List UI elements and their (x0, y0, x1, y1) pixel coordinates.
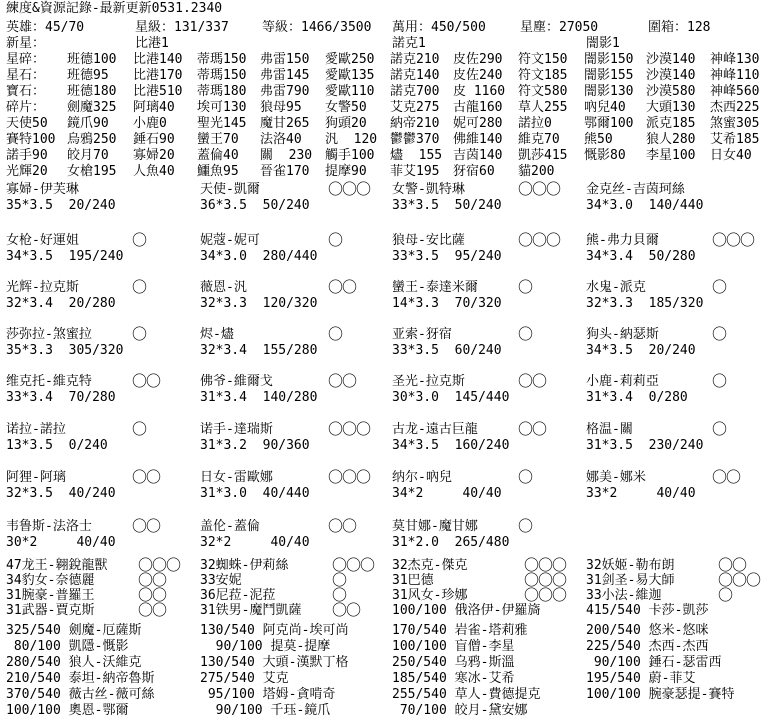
level-item: 31铁男-魔鬥凱薩 (200, 603, 302, 618)
level-marks: 〇〇 (332, 601, 361, 619)
fragment-item: 凱莎415 (518, 148, 568, 163)
hero-marks: 〇〇 (328, 278, 357, 296)
progress-item: 250/540 乌鸦-斯溫 (392, 655, 515, 670)
level-item: 32妖姬-勒布朗 (586, 558, 675, 573)
level-marks: 〇〇 (138, 601, 167, 619)
level-marks: 〇〇 (718, 556, 747, 574)
level-marks: 〇〇〇 (524, 556, 567, 574)
stone-item: 符文580 (518, 84, 568, 99)
hero-name: 女警-凱特琳 (392, 182, 465, 197)
stone-item: 弗雷790 (260, 84, 310, 99)
stone-item: 蒂瑪150 (197, 68, 247, 83)
new-star-item: 闇影1 (586, 36, 620, 51)
progress-item: 100/100 奧恩-鄂爾 (6, 703, 129, 718)
stone-item: 諾克210 (390, 52, 440, 67)
fragment-item: 煞蜜305 (710, 116, 760, 131)
hero-marks: 〇〇 (132, 468, 161, 486)
stone-item: 符文185 (518, 68, 568, 83)
hero-name: 小鹿-莉莉亞 (586, 374, 659, 389)
fragment-item: 佛維140 (453, 132, 503, 147)
progress-item: 170/540 岩雀-塔莉雅 (392, 623, 528, 638)
hero-stats: 31*3.0 40/440 (200, 486, 310, 501)
level-item: 32杰克-傑克 (392, 558, 468, 573)
hero-marks: 〇〇 (518, 372, 547, 390)
stone-item: 皮佐290 (453, 52, 503, 67)
fragment-item: 提摩90 (325, 164, 367, 179)
hero-marks: 〇 (518, 325, 533, 343)
level-marks: 〇〇〇 (524, 586, 567, 604)
level-item: 36尼菈-泥菈 (200, 588, 276, 603)
fragment-item: 吶兒40 (584, 100, 626, 115)
level-item: 33小法-維迦 (586, 588, 662, 603)
sheet-title: 練度&資源記錄-最新更新0531.2340 (6, 1, 223, 16)
fragment-item: 魔甘265 (260, 116, 310, 131)
hero-stats: 34*3.5 160/240 (392, 438, 510, 453)
fragment-item: 皎月70 (67, 148, 109, 163)
stone-item: 弗雷150 (260, 52, 310, 67)
fragment-item: 艾克275 (390, 100, 440, 115)
stat-stars: 星級：131/337 (135, 20, 229, 35)
fragment-item: 李星100 (646, 148, 696, 163)
stone-item: 比港140 (133, 52, 183, 67)
hero-marks: 〇 (132, 420, 147, 438)
level-item: 32蜘蛛-伊莉絲 (200, 558, 289, 573)
stone-item: 愛歐110 (325, 84, 375, 99)
fragment-item: 日女40 (710, 148, 752, 163)
hero-stats: 33*3.4 70/280 (6, 390, 116, 405)
hero-stats: 36*3.5 50/240 (200, 198, 310, 213)
stone-item: 比港170 (133, 68, 183, 83)
progress-item: 325/540 劍魔-厄薩斯 (6, 623, 142, 638)
stone-item: 皮佐240 (453, 68, 503, 83)
hero-marks: 〇〇〇 (328, 180, 371, 198)
progress-item: 275/540 艾克 (200, 671, 289, 686)
hero-name: 金克丝-吉茵珂絲 (586, 182, 685, 197)
level-marks: 〇〇〇 (138, 556, 181, 574)
hero-name: 诺拉-諾拉 (6, 422, 66, 437)
hero-stats: 31*3.2 90/360 (200, 438, 310, 453)
fragment-item: 汎 120 (325, 132, 378, 147)
stone-item: 神峰130 (710, 52, 760, 67)
hero-name: 阿狸-阿璃 (6, 470, 66, 485)
stat-box: 圍箱：128 (648, 20, 711, 35)
fragment-item: 蓋倫40 (197, 148, 239, 163)
hero-marks: 〇 (712, 278, 727, 296)
hero-marks: 〇〇 (518, 420, 547, 438)
fragment-item: 光輝20 (6, 164, 48, 179)
level-item: 100/100 俄洛伊-伊羅旖 (392, 603, 541, 618)
level-item: 47龙王-翱銳龍獸 (6, 558, 108, 573)
hero-marks: 〇〇〇 (518, 231, 561, 249)
hero-stats: 30*3.0 145/440 (392, 390, 510, 405)
stone-item: 皮 1160 (453, 84, 506, 99)
hero-name: 佛爷-維爾戈 (200, 374, 273, 389)
fragment-item: 杰西225 (710, 100, 760, 115)
hero-stats: 33*3.5 50/240 (392, 198, 502, 213)
stat-heroes: 英雄：45/70 (6, 20, 85, 35)
fragment-item: 派克185 (646, 116, 696, 131)
fragment-item: 女槍195 (67, 164, 117, 179)
hero-stats: 34*2 40/40 (392, 486, 502, 501)
hero-marks: 〇 (712, 372, 727, 390)
level-marks: 〇 (718, 586, 733, 604)
hero-marks: 〇 (328, 325, 343, 343)
fragment-item: 聖光145 (197, 116, 247, 131)
fragment-item: 諾拉0 (518, 116, 552, 131)
progress-item: 90/100 提莫-提摩 (200, 639, 331, 654)
hero-marks: 〇 (712, 420, 727, 438)
level-item: 31武器-賈克斯 (6, 603, 95, 618)
stat-level: 等級：1466/3500 (262, 20, 372, 35)
hero-stats: 34*3.0 280/440 (200, 249, 318, 264)
fragment-item: 慨影80 (584, 148, 626, 163)
hero-name: 圣光-拉克斯 (392, 374, 465, 389)
hero-name: 天使-凱爾 (200, 182, 260, 197)
hero-name: 女枪-好運姐 (6, 233, 79, 248)
hero-marks: 〇 (328, 231, 343, 249)
hero-marks: 〇〇 (328, 372, 357, 390)
stone-item: 弗雷145 (260, 68, 310, 83)
fragment-item: 人魚40 (133, 164, 175, 179)
fragment-item: 納帝210 (390, 116, 440, 131)
fragment-item: 烏鴉250 (67, 132, 117, 147)
fragment-item: 寡婦20 (133, 148, 175, 163)
stone-item: 班德100 (67, 52, 117, 67)
fragment-item: 大頭130 (646, 100, 696, 115)
fragment-item: 狼母95 (260, 100, 302, 115)
fragment-item: 關 230 (260, 148, 313, 163)
hero-marks: 〇〇 (132, 372, 161, 390)
progress-item: 195/540 蔚-菲艾 (586, 671, 696, 686)
progress-item: 185/540 寒冰-艾希 (392, 671, 515, 686)
hero-stats: 35*3.5 20/240 (6, 198, 116, 213)
hero-marks: 〇〇〇 (518, 180, 561, 198)
fragment-item: 貓200 (518, 164, 555, 179)
fragment-item: 晉雀170 (260, 164, 310, 179)
level-marks: 〇〇〇 (332, 556, 375, 574)
fragment-item: 法洛40 (260, 132, 302, 147)
stone-item: 班德95 (67, 68, 109, 83)
hero-stats: 31*3.4 0/280 (586, 390, 688, 405)
fragment-item: 諾手90 (6, 148, 48, 163)
fragment-item: 阿璃40 (133, 100, 175, 115)
progress-item: 210/540 泰坦-納帝魯斯 (6, 671, 155, 686)
fragment-item: 劍魔325 (67, 100, 117, 115)
fragment-item: 熊50 (584, 132, 613, 147)
stone-item: 愛歐250 (325, 52, 375, 67)
level-marks: 〇 (332, 586, 347, 604)
level-item: 34豹女-奈德麗 (6, 573, 95, 588)
level-item: 415/540 卡莎-凱莎 (586, 603, 709, 618)
new-star-item: 比港1 (135, 36, 169, 51)
hero-stats: 30*2 40/40 (6, 535, 116, 550)
hero-stats: 32*3.4 155/280 (200, 343, 318, 358)
stone-item: 愛歐135 (325, 68, 375, 83)
fragment-item: 維克70 (518, 132, 560, 147)
fragment-item: 碎片： (6, 100, 46, 115)
hero-name: 纳尔-吶兒 (392, 470, 452, 485)
hero-marks: 〇〇〇 (328, 468, 371, 486)
stone-item: 班德180 (67, 84, 117, 99)
hero-name: 寡婦-伊芙琳 (6, 182, 79, 197)
fragment-item: 菲艾195 (390, 164, 440, 179)
hero-stats: 33*3.5 60/240 (392, 343, 502, 358)
progress-item: 370/540 薇古丝-薇可絲 (6, 687, 155, 702)
hero-name: 光辉-拉克斯 (6, 280, 79, 295)
hero-name: 日女-雷歐娜 (200, 470, 273, 485)
fragment-item: 鱷魚95 (197, 164, 239, 179)
hero-stats: 14*3.3 70/320 (392, 296, 502, 311)
stone-row-label: 星碎： (6, 52, 46, 67)
hero-marks: 〇 (712, 325, 727, 343)
progress-item: 100/100 盲僧-李星 (392, 639, 515, 654)
hero-name: 维克托-維克特 (6, 374, 92, 389)
stone-item: 闇影150 (584, 52, 634, 67)
level-marks: 〇〇 (138, 586, 167, 604)
fragment-item: 鬱鬱370 (390, 132, 440, 147)
level-item: 31风女-珍娜 (392, 588, 468, 603)
stone-item: 沙漠140 (646, 68, 696, 83)
fragment-item: 小鹿0 (133, 116, 167, 131)
hero-marks: 〇〇〇 (328, 420, 371, 438)
stone-item: 闇影130 (584, 84, 634, 99)
progress-item: 90/100 錘石-瑟雷西 (586, 655, 722, 670)
stone-row-label: 星石： (6, 68, 46, 83)
level-item: 31腕豪-普羅王 (6, 588, 95, 603)
fragment-item: 蠻王70 (197, 132, 239, 147)
hero-stats: 35*3.3 305/320 (6, 343, 124, 358)
hero-marks: 〇 (518, 517, 533, 535)
hero-name: 诺手-達瑞斯 (200, 422, 273, 437)
hero-marks: 〇〇 (328, 517, 357, 535)
stone-item: 沙漠140 (646, 52, 696, 67)
hero-name: 狗头-納瑟斯 (586, 327, 659, 342)
fragment-item: 狼人280 (646, 132, 696, 147)
hero-stats: 34*3.4 50/280 (586, 249, 696, 264)
hero-stats: 32*3.3 120/320 (200, 296, 318, 311)
hero-name: 娜美-娜米 (586, 470, 646, 485)
stone-item: 沙漠580 (646, 84, 696, 99)
fragment-item: 女警50 (325, 100, 367, 115)
hero-stats: 32*3.4 20/280 (6, 296, 116, 311)
level-item: 31巴德 (392, 573, 434, 588)
hero-name: 薇恩-汎 (200, 280, 247, 295)
fragment-item: 鄂爾100 (584, 116, 634, 131)
hero-marks: 〇 (518, 278, 533, 296)
hero-stats: 31*3.4 140/280 (200, 390, 318, 405)
stone-item: 比港510 (133, 84, 183, 99)
new-star-label: 新星： (6, 36, 46, 51)
progress-item: 225/540 杰西-杰西 (586, 639, 709, 654)
fragment-item: 艾希185 (710, 132, 760, 147)
hero-marks: 〇 (132, 231, 147, 249)
stone-row-label: 寶石： (6, 84, 46, 99)
fragment-item: 天使50 (6, 116, 48, 131)
hero-name: 韦鲁斯-法洛士 (6, 519, 92, 534)
level-item: 31剑圣-易大師 (586, 573, 675, 588)
progress-item: 255/540 草人-費德提克 (392, 687, 541, 702)
hero-stats: 34*3.5 20/240 (586, 343, 696, 358)
hero-marks: 〇 (132, 325, 147, 343)
progress-item: 90/100 千珏-鏡爪 (200, 703, 331, 718)
hero-stats: 32*2 40/40 (200, 535, 310, 550)
hero-stats: 31*3.5 230/240 (586, 438, 704, 453)
fragment-item: 鏡爪90 (67, 116, 109, 131)
progress-item: 200/540 悠米-悠咪 (586, 623, 709, 638)
progress-item: 95/100 塔姆-貪啃奇 (200, 687, 336, 702)
fragment-item: 錘石90 (133, 132, 175, 147)
new-star-item: 諾克1 (392, 36, 426, 51)
fragment-item: 妮可280 (453, 116, 503, 131)
hero-name: 蠻王-泰達米爾 (392, 280, 478, 295)
level-item: 33安妮 (200, 573, 242, 588)
fragment-item: 草人255 (518, 100, 568, 115)
stone-item: 諾克140 (390, 68, 440, 83)
hero-name: 古龙-遠古巨龍 (392, 422, 478, 437)
hero-stats: 33*3.5 95/240 (392, 249, 502, 264)
progress-item: 100/100 腕豪瑟提-賽特 (586, 687, 735, 702)
hero-name: 妮蔻-妮可 (200, 233, 260, 248)
level-marks: 〇〇 (138, 571, 167, 589)
fragment-item: 犽宿60 (453, 164, 495, 179)
hero-stats: 34*3.0 140/440 (586, 198, 704, 213)
fragment-item: 賽特100 (6, 132, 56, 147)
stone-item: 神峰110 (710, 68, 760, 83)
hero-marks: 〇 (132, 278, 147, 296)
hero-name: 水鬼-派克 (586, 280, 646, 295)
progress-item: 280/540 狼人-沃維克 (6, 655, 142, 670)
hero-name: 莫甘娜-魔甘娜 (392, 519, 478, 534)
hero-marks: 〇 (518, 468, 533, 486)
fragment-item: 燼 155 (390, 148, 443, 163)
hero-name: 盖伦-蓋倫 (200, 519, 260, 534)
level-marks: 〇 (332, 571, 347, 589)
progress-item: 80/100 凱隱-慨影 (6, 639, 129, 654)
stone-item: 符文150 (518, 52, 568, 67)
hero-stats: 33*2 40/40 (586, 486, 696, 501)
hero-stats: 34*3.5 195/240 (6, 249, 124, 264)
hero-marks: 〇〇 (132, 517, 161, 535)
hero-name: 莎弥拉-煞蜜拉 (6, 327, 92, 342)
level-marks: 〇〇〇 (718, 571, 761, 589)
hero-marks: 〇〇〇 (712, 231, 755, 249)
fragment-item: 古龍160 (453, 100, 503, 115)
stone-item: 蒂瑪150 (197, 52, 247, 67)
hero-stats: 32*3.3 185/320 (586, 296, 704, 311)
fragment-item: 埃可130 (197, 100, 247, 115)
hero-marks: 〇〇 (712, 468, 741, 486)
hero-name: 熊-弗力貝爾 (586, 233, 659, 248)
progress-item: 70/100 皎月-黛安娜 (392, 703, 528, 718)
stone-item: 蒂瑪180 (197, 84, 247, 99)
progress-item: 130/540 阿克尚-埃可尚 (200, 623, 349, 638)
hero-name: 烬-燼 (200, 327, 234, 342)
hero-stats: 32*3.5 40/240 (6, 486, 116, 501)
hero-name: 狼母-安比薩 (392, 233, 465, 248)
hero-name: 格温-關 (586, 422, 633, 437)
fragment-item: 吉茵140 (453, 148, 503, 163)
progress-item: 130/540 大頭-漢默丁格 (200, 655, 349, 670)
hero-stats: 31*2.0 265/480 (392, 535, 510, 550)
hero-name: 亚索-犽宿 (392, 327, 452, 342)
fragment-item: 狗頭20 (325, 116, 367, 131)
level-marks: 〇〇〇 (524, 571, 567, 589)
stat-universal: 萬用：450/500 (392, 20, 486, 35)
stone-item: 諾克700 (390, 84, 440, 99)
fragment-item: 觸手100 (325, 148, 375, 163)
hero-stats: 13*3.5 0/240 (6, 438, 108, 453)
stone-item: 闇影155 (584, 68, 634, 83)
stat-stardust: 星塵：27050 (520, 20, 599, 35)
stone-item: 神峰560 (710, 84, 760, 99)
